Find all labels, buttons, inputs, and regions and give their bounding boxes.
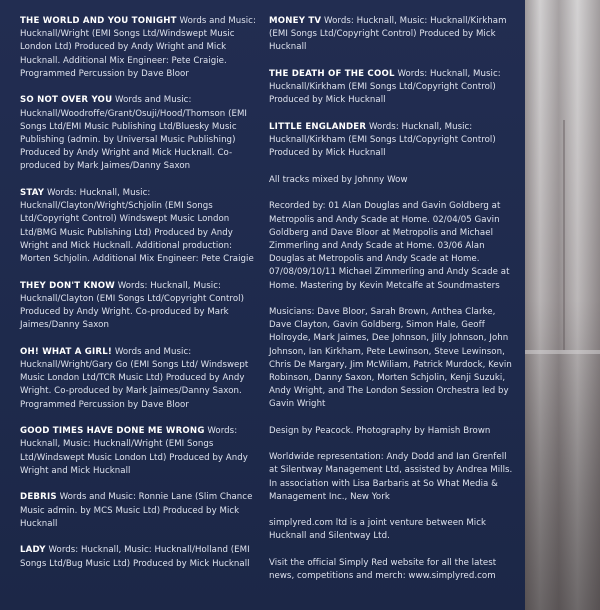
credits-right-column [269,15,517,596]
recording-credits: Recorded by: 01 Alan Douglas and Gavin Goldberg at Metropolis and Andy Scade at Home. 02/04/05 Gavin Goldberg and Dave Bloor at Metropolis and Michael Zimmerling and Andy Scade at Home. 03/06 Alan Douglas at Metropolis and Andy Scade at Home. 07/08/09/10/11 Michael Zimmerling and Andy Scade at Home. Mastering by Kevin Metcalfe at Soundmasters [269,201,510,291]
track-credit-text: Words: Hucknall, Music: Hucknall/Wright (EMI Songs Ltd/Windswept Music London Ltd) Produced by Andy Wright and Mick Hucknall [20,426,248,476]
track-credit-text: Words and Music: Hucknall/Wright (EMI Songs Ltd/Windswept Music London Ltd) Produced by Andy Wright and Mick Hucknall. Additional Mix Engineer: Pete Craigie. Programmed Percussion by Dave Bloor [20,16,256,79]
track-credit [20,346,260,412]
track-credit [20,15,260,81]
credits-left-column [20,15,260,584]
track-title: THE WORLD AND YOU TONIGHT [20,16,177,26]
floor-shadow [525,300,600,610]
track-credit-text: Words: Hucknall, Music: Hucknall/Clayton (EMI Songs Ltd/Copyright Control) Produced by Andy Wright. Co-produced by Mark Jaimes/Danny Saxon [20,280,244,331]
track-title: STAY [20,188,45,199]
track-title: GOOD TIMES HAVE DONE ME WRONG [20,426,205,437]
track-credit [269,68,517,108]
track-credit [269,121,517,161]
track-credit-text: Words: Hucknall, Music: Hucknall/Kirkham (EMI Songs Ltd/Copyright Control) Produced by Mick Hucknall [269,16,507,53]
track-credit-text: Words and Music: Hucknall/Wright/Gary Go (EMI Songs Ltd/ Windswept Music London Ltd/TCR Music Ltd) Produced by Andy Wright. Co-produced by Mark Jaimes/Danny Saxon. Programmed Percussion by Dave Bloor [20,346,249,410]
representation-credit: Worldwide representation: Andy Dodd and Ian Grenfell at Silentway Management Ltd, assisted by Andrea Mills. In association with Lisa Barbaris at So What Media & Management Inc., New York [269,452,513,502]
track-title: LITTLE ENGLANDER [269,122,367,132]
track-title: THEY DON'T KNOW [20,280,115,291]
track-credit [20,425,260,478]
track-credit [269,15,517,55]
website-note: Visit the official Simply Red website for all the latest news, competitions and merch: www.simplyred.com [269,557,497,581]
track-credit [20,544,260,570]
track-title: MONEY TV [269,16,322,26]
track-title: DEBRIS [20,492,57,503]
track-credit [20,187,260,266]
track-credit-text: Words: Hucknall, Music: Hucknall/Holland (EMI Songs Ltd/Bug Music Ltd) Produced by Mick Hucknall [20,545,250,569]
track-title: SO NOT OVER YOU [20,95,113,106]
track-credit [20,491,260,531]
window-photo-strip [525,0,600,610]
track-credit-text: Words and Music: Ronnie Lane (Slim Chance Music admin. by MCS Music Ltd) Produced by Mick Hucknall [20,492,253,529]
track-credit-text: Words: Hucknall, Music: Hucknall/Clayton/Wright/Schjolin (EMI Songs Ltd/Copyright Control) Windswept Music London Ltd/BMG Music Publishing Ltd) Produced by Andy Wright and Mick Hucknall. Additional production: Morten Schjolin. Additional Mix Engineer: Pete Craigie [20,188,254,265]
joint-venture-note: simplyred.com ltd is a joint venture between Mick Hucknall and Silentway Ltd. [269,518,487,542]
musicians-credits: Musicians: Dave Bloor, Sarah Brown, Anthea Clarke, Dave Clayton, Gavin Goldberg, Simon Hale, Geoff Holroyde, Mark Jaimes, Dee Johnson, Jilly Johnson, John Johnson, Ian Kirkham, Pete Lewinson, Steve Lewinson, Chris De Margary, Jim McWiliam, Patrick Murdock, Kevin Robinson, Danny Saxon, Morten Schjolin, Kenji Suzuki, Andy Wright, and The London Session Orchestra led by Gavin Wright [269,307,512,410]
mixing-credit: All tracks mixed by Johnny Wow [269,175,408,185]
track-credit-text: Words: Hucknall, Music: Hucknall/Kirkham (EMI Songs Ltd/Copyright Control) Produced by Mick Hucknall [269,69,501,106]
design-credit: Design by Peacock. Photography by Hamish Brown [269,425,491,436]
track-credit [20,94,260,173]
track-credit-text: Words and Music: Hucknall/Woodroffe/Grant/Osuji/Hood/Thomson (EMI Songs Ltd/EMI Music Publishing Ltd/Bluesky Music Publishing (admin. by Universal Music Publishing) Produced by Andy Wright and Mick Hucknall. Co-produced by Mark Jaimes/Danny Saxon [20,95,248,172]
track-title: THE DEATH OF THE COOL [269,69,395,79]
track-title: OH! WHAT A GIRL! [20,346,113,357]
track-credit-text: Words: Hucknall, Music: Hucknall/Kirkham (EMI Songs Ltd/Copyright Control) Produced by Mick Hucknall [269,122,496,159]
track-title: LADY [20,545,46,556]
track-credit [20,280,260,333]
